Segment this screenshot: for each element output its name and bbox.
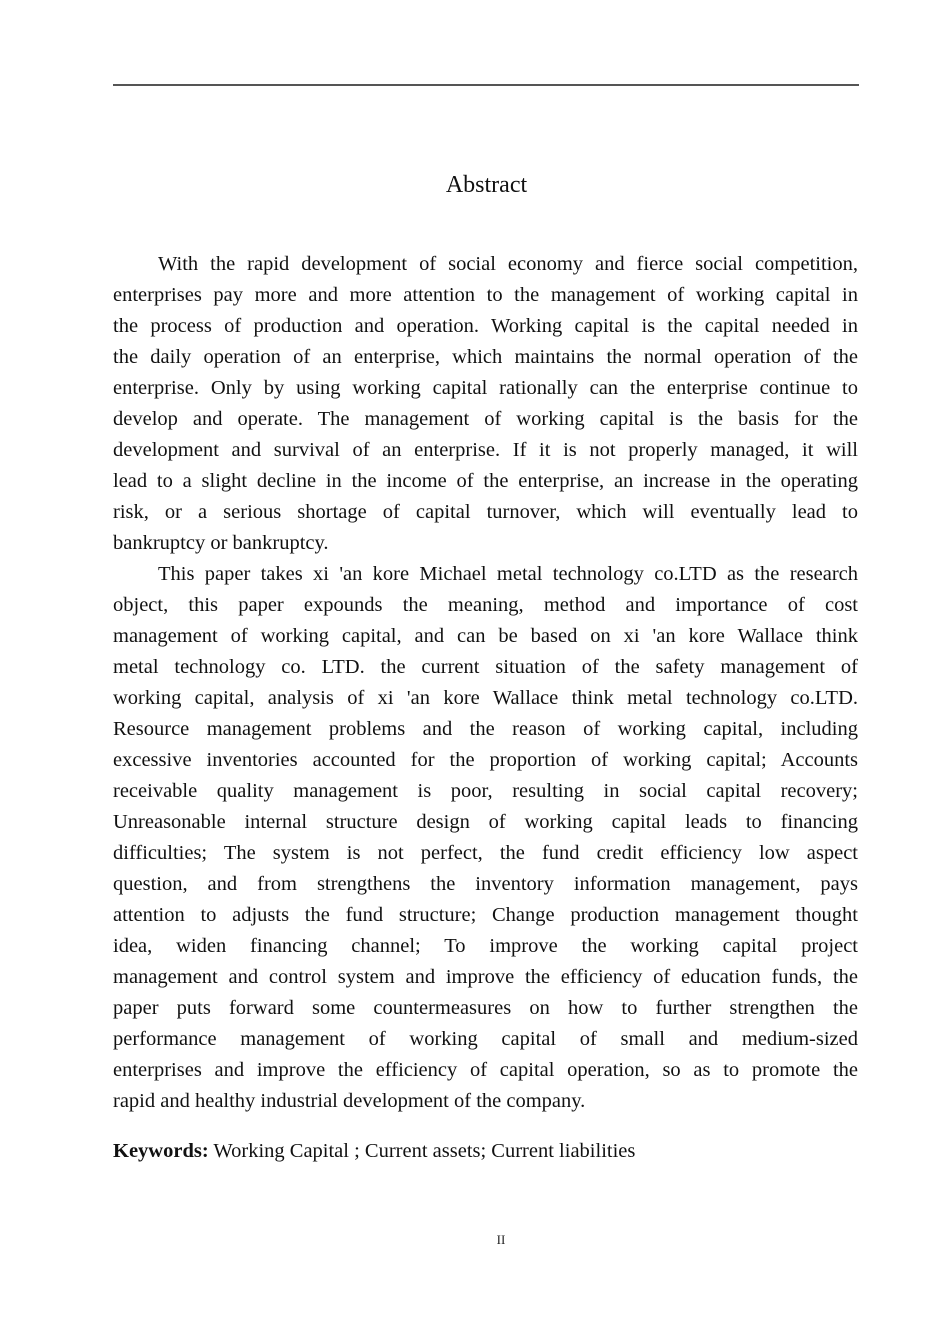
text-line: enterprise. Only by using working capital rationally can the enterprise continue to — [113, 377, 858, 399]
abstract-body — [113, 249, 858, 1117]
text-line: risk, or a serious shortage of capital turnover, which will eventually lead to — [113, 501, 858, 523]
text-line: Resource management problems and the reason of working capital, including — [113, 718, 858, 740]
text-line: idea, widen financing channel; To improve the working capital project — [113, 935, 858, 957]
page-title: Abstract — [445, 172, 528, 198]
keywords-line — [113, 1136, 858, 1167]
text-line: management of working capital, and can be based on xi 'an kore Wallace think — [113, 625, 858, 647]
header-rule — [113, 84, 859, 86]
keywords-label: Keywords: — [113, 1140, 209, 1162]
text-line: Unreasonable internal structure design of working capital leads to financing — [113, 811, 858, 833]
abstract-paragraph-1 — [113, 249, 858, 559]
page-number: II — [496, 1232, 506, 1247]
text-line: With the rapid development of social economy and fierce social competition, — [158, 253, 858, 275]
text-line: the process of production and operation. Working capital is the capital needed in — [113, 315, 858, 337]
text-line: object, this paper expounds the meaning, method and importance of cost — [113, 594, 858, 616]
text-line: develop and operate. The management of working capital is the basis for the — [113, 408, 858, 430]
text-line: the daily operation of an enterprise, which maintains the normal operation of the — [113, 346, 858, 368]
text-line: performance management of working capital of small and medium-sized — [113, 1028, 858, 1050]
text-line: enterprises pay more and more attention to the management of working capital in — [113, 284, 858, 306]
text-line: lead to a slight decline in the income of the enterprise, an increase in the operating — [113, 470, 858, 492]
text-line: difficulties; The system is not perfect, the fund credit efficiency low aspect — [113, 842, 858, 864]
text-line: management and control system and improve the efficiency of education funds, the — [113, 966, 858, 988]
abstract-paragraph-2 — [113, 559, 858, 1117]
text-line: metal technology co. LTD. the current situation of the safety management of — [113, 656, 858, 678]
text-line: working capital, analysis of xi 'an kore Wallace think metal technology co.LTD. — [113, 687, 858, 709]
text-line: enterprises and improve the efficiency of capital operation, so as to promote the — [113, 1059, 858, 1081]
text-line: receivable quality management is poor, resulting in social capital recovery; — [113, 780, 858, 802]
text-line: development and survival of an enterprise. If it is not properly managed, it will — [113, 439, 858, 461]
text-line: bankruptcy or bankruptcy. — [113, 532, 329, 554]
text-line: rapid and healthy industrial development of the company. — [113, 1090, 586, 1112]
text-line: excessive inventories accounted for the proportion of working capital; Accounts — [113, 749, 858, 771]
keywords-text: Working Capital ; Current assets; Current liabilities — [208, 1140, 636, 1162]
text-line: attention to adjusts the fund structure; Change production management thought — [113, 904, 858, 926]
text-line: question, and from strengthens the inventory information management, pays — [113, 873, 858, 895]
text-line: paper puts forward some countermeasures on how to further strengthen the — [113, 997, 858, 1019]
text-line: This paper takes xi 'an kore Michael metal technology co.LTD as the research — [158, 563, 858, 585]
